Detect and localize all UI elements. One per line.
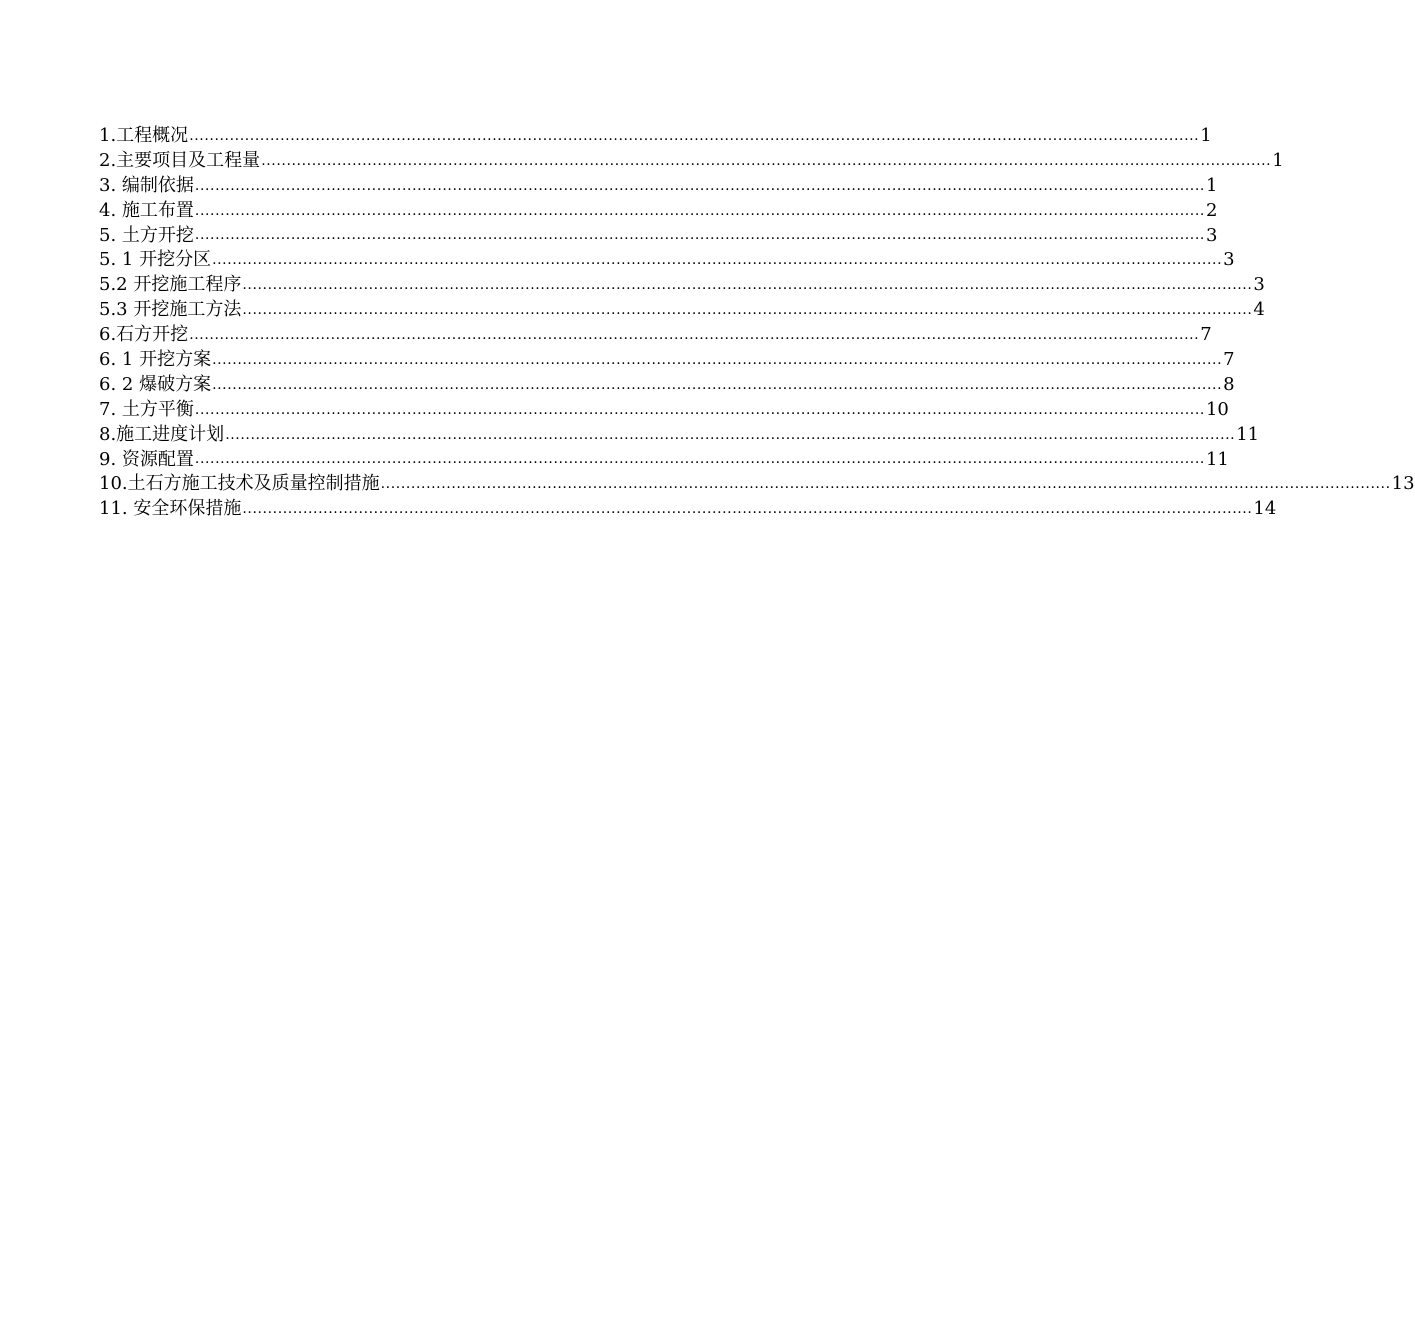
toc-entry-3[interactable] [99, 174, 1218, 199]
toc-entry-label: 10.土石方施工技术及质量控制措施 [99, 473, 380, 495]
toc-leader-dots: ........................................................................................................................................................................................................ [242, 501, 1253, 518]
toc-entry-label: 5.3 开挖施工方法 [99, 299, 242, 321]
table-of-contents [99, 124, 1415, 522]
toc-entry-label: 11. 安全环保措施 [99, 498, 242, 520]
toc-entry-label: 3. 编制依据 [99, 174, 194, 196]
toc-entry-page-number: 2 [1205, 199, 1218, 221]
toc-entry-page-number: 3 [1253, 274, 1265, 296]
toc-entry-6[interactable] [99, 248, 1235, 273]
toc-entry-label: 6.石方开挖 [99, 324, 189, 346]
toc-entry-10[interactable] [99, 348, 1235, 373]
toc-leader-dots: ........................................................................................................................................................................................................ [194, 177, 1205, 194]
toc-entry-9[interactable] [99, 323, 1212, 348]
toc-entry-13[interactable] [99, 423, 1260, 448]
toc-entry-label: 8.施工进度计划 [99, 423, 225, 445]
toc-entry-page-number: 7 [1223, 349, 1235, 370]
toc-entry-page-number: 14 [1253, 498, 1277, 520]
toc-entry-page-number: 3 [1205, 224, 1218, 246]
toc-entry-page-number: 3 [1223, 249, 1235, 271]
toc-leader-dots: ........................................................................................................................................................................................................ [194, 202, 1205, 219]
toc-entry-15[interactable] [99, 472, 1415, 497]
toc-leader-dots: ........................................................................................................................................................................................................ [380, 476, 1391, 493]
toc-entry-8[interactable] [99, 298, 1265, 323]
toc-leader-dots: ........................................................................................................................................................................................................ [212, 252, 1223, 269]
toc-entry-label: 5. 1 开挖分区 [99, 249, 212, 271]
toc-leader-dots: ........................................................................................................................................................................................................ [212, 351, 1223, 368]
toc-leader-dots: ........................................................................................................................................................................................................ [189, 127, 1200, 144]
toc-entry-page-number: 11 [1236, 423, 1260, 445]
toc-entry-label: 6. 2 爆破方案 [99, 373, 212, 395]
toc-entry-page-number: 11 [1205, 448, 1229, 470]
toc-entry-page-number: 7 [1200, 324, 1212, 346]
toc-entry-4[interactable] [99, 199, 1218, 224]
toc-entry-page-number: 1 [1205, 174, 1218, 196]
toc-entry-label: 7. 土方平衡 [99, 398, 194, 420]
toc-entry-12[interactable] [99, 398, 1229, 423]
toc-entry-label: 2.主要项目及工程量 [99, 149, 261, 171]
toc-entry-14[interactable] [99, 448, 1229, 473]
toc-leader-dots: ........................................................................................................................................................................................................ [242, 302, 1253, 319]
toc-entry-label: 4. 施工布置 [99, 199, 194, 221]
toc-leader-dots: ........................................................................................................................................................................................................ [194, 227, 1205, 244]
toc-entry-5[interactable] [99, 224, 1218, 249]
toc-entry-label: 1.工程概况 [99, 124, 189, 146]
toc-leader-dots: ........................................................................................................................................................................................................ [194, 451, 1205, 468]
toc-entry-page-number: 1 [1200, 124, 1212, 146]
toc-leader-dots: ........................................................................................................................................................................................................ [242, 277, 1253, 294]
toc-entry-page-number: 13 [1391, 473, 1415, 495]
toc-entry-11[interactable] [99, 373, 1235, 398]
toc-entry-page-number: 8 [1223, 373, 1235, 395]
toc-entry-1[interactable] [99, 124, 1212, 149]
toc-entry-label: 5.2 开挖施工程序 [99, 274, 242, 296]
toc-entry-7[interactable] [99, 273, 1265, 298]
toc-entry-16[interactable] [99, 497, 1277, 522]
toc-entry-label: 6. 1 开挖方案 [99, 349, 212, 370]
toc-entry-label: 9. 资源配置 [99, 448, 194, 470]
toc-entry-page-number: 1 [1272, 149, 1284, 171]
toc-entry-page-number: 10 [1205, 398, 1229, 420]
toc-leader-dots: ........................................................................................................................................................................................................ [212, 376, 1223, 393]
toc-leader-dots: ........................................................................................................................................................................................................ [189, 327, 1200, 344]
toc-entry-page-number: 4 [1253, 299, 1265, 321]
toc-leader-dots: ........................................................................................................................................................................................................ [225, 426, 1236, 443]
toc-entry-2[interactable] [99, 149, 1284, 174]
toc-entry-label: 5. 土方开挖 [99, 224, 194, 246]
toc-leader-dots: ........................................................................................................................................................................................................ [194, 401, 1205, 418]
toc-leader-dots: ........................................................................................................................................................................................................ [261, 152, 1272, 169]
